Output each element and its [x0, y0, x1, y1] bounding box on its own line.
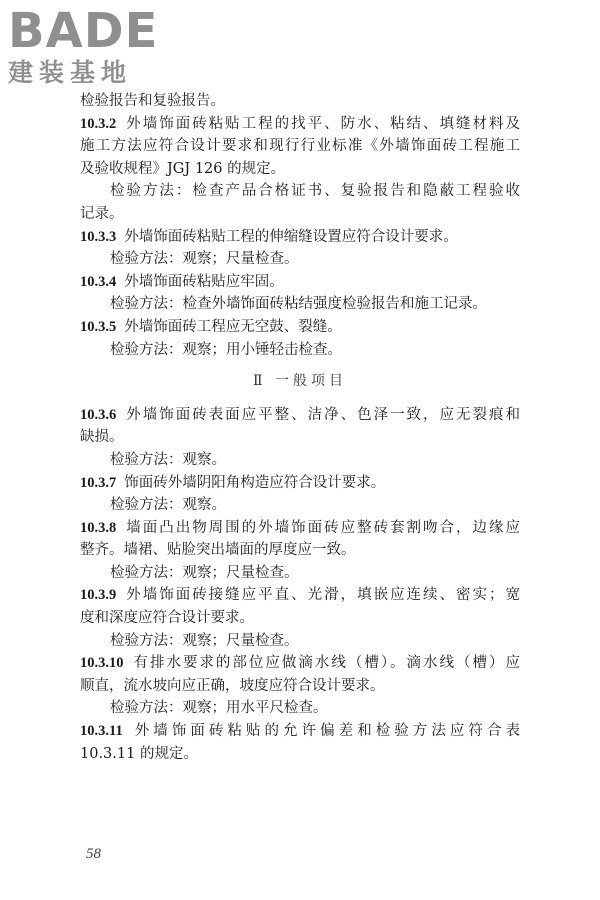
text-line: 度和深度应符合设计要求。	[80, 610, 254, 627]
clause-number: 10.3.3	[80, 228, 117, 245]
text-line: 顺直，流水坡向应正确，坡度应符合设计要求。	[80, 677, 385, 694]
text-line: 10.3.11 的规定。	[80, 745, 198, 762]
clause-10-3-3	[80, 226, 520, 249]
inspection-method: 检验方法：观察。	[110, 451, 226, 468]
inspection-method: 检验方法：观察；尺量检查。	[110, 632, 299, 649]
clause-text: 饰面砖外墙阴阳角构造应符合设计要求。	[124, 474, 386, 491]
clause-text: 外墙饰面砖表面应平整、洁净、色泽一致，应无裂痕和	[124, 406, 520, 423]
section-heading-general-items: Ⅱ 一般项目	[253, 373, 347, 390]
clause-10-3-5	[80, 316, 520, 339]
clause-text: 外墙饰面砖粘贴应牢固。	[124, 273, 284, 290]
clause-number: 10.3.9	[80, 587, 117, 604]
text-line: 施工方法应符合设计要求和现行行业标准《外墙饰面砖工程施工	[80, 138, 520, 155]
page-number: 58	[86, 846, 101, 862]
clause-number: 10.3.5	[80, 318, 117, 335]
clause-text: 外墙饰面砖粘贴的允许偏差和检验方法应符合表	[130, 723, 520, 740]
clause-number: 10.3.4	[80, 273, 117, 290]
clause-10-3-2	[80, 113, 520, 136]
inspection-method: 检验方法：检查产品合格证书、复验报告和隐蔽工程验收	[110, 183, 520, 200]
clause-10-3-6	[80, 404, 520, 427]
text-line: 记录。	[80, 205, 124, 222]
text-line: 及验收规程》JGJ 126 的规定。	[80, 160, 286, 177]
inspection-method: 检验方法：观察。	[110, 497, 226, 514]
clause-10-3-7	[80, 472, 520, 495]
clause-text: 外墙饰面砖粘贴工程的找平、防水、粘结、填缝材料及	[124, 115, 520, 132]
clause-text: 外墙饰面砖接缝应平直、光滑，填嵌应连续、密实；宽	[124, 587, 520, 604]
clause-number: 10.3.10	[80, 655, 124, 672]
clause-text: 墙面凸出物周围的外墙饰面砖应整砖套割吻合，边缘应	[124, 519, 520, 536]
text-line: 整齐。墙裙、贴脸突出墙面的厚度应一致。	[80, 542, 356, 559]
text-line: 缺损。	[80, 429, 124, 446]
clause-10-3-4	[80, 271, 520, 294]
text-line: 检验报告和复验报告。	[80, 93, 225, 109]
clause-number: 10.3.6	[80, 406, 117, 423]
inspection-method: 检验方法：观察；尺量检查。	[110, 251, 299, 268]
bade-logo	[8, 3, 178, 88]
clause-10-3-11	[80, 720, 520, 743]
clause-number: 10.3.8	[80, 519, 117, 536]
inspection-method: 检验方法：观察；尺量检查。	[110, 564, 299, 581]
clause-text: 外墙饰面砖工程应无空鼓、裂缝。	[124, 318, 342, 335]
inspection-method: 检验方法：观察；用水平尺检查。	[110, 700, 328, 717]
clause-number: 10.3.2	[80, 115, 117, 132]
clause-number: 10.3.7	[80, 474, 117, 491]
inspection-method: 检验方法：检查外墙饰面砖粘结强度检验报告和施工记录。	[110, 296, 487, 313]
clause-text: 有排水要求的部位应做滴水线（槽）。滴水线（槽）应	[131, 655, 520, 672]
clause-10-3-10	[80, 652, 520, 675]
logo-chinese-name: 建装基地	[8, 58, 133, 87]
clause-10-3-8	[80, 517, 520, 540]
logo-wordmark: BADE	[8, 3, 159, 59]
inspection-method: 检验方法：观察；用小锤轻击检查。	[110, 341, 342, 358]
page-body	[80, 90, 520, 765]
clause-text: 外墙饰面砖粘贴工程的伸缩缝设置应符合设计要求。	[124, 228, 458, 245]
clause-number: 10.3.11	[80, 723, 123, 740]
clause-10-3-9	[80, 584, 520, 607]
